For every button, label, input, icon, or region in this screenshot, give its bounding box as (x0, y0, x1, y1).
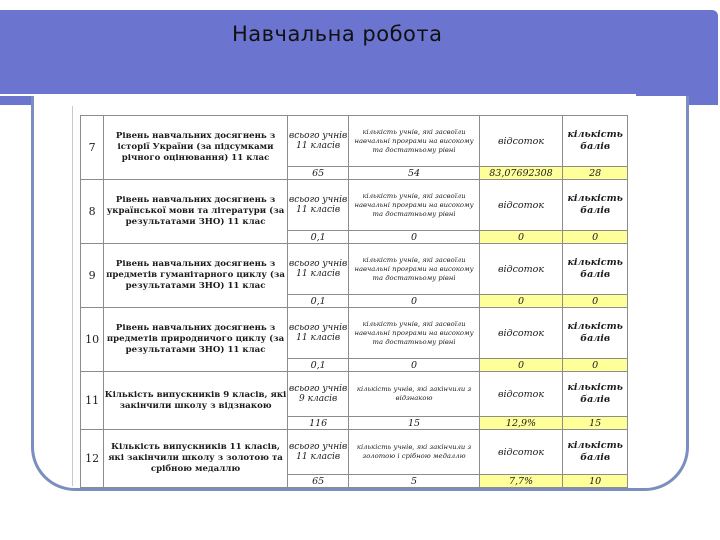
points-label: кількість балів (563, 372, 628, 417)
table-row-header (81, 372, 628, 417)
value-points: 28 (563, 167, 628, 180)
all-students-label: всього учнів 11 класів (287, 308, 349, 359)
results-table (80, 115, 628, 488)
points-label: кількість балів (563, 180, 628, 231)
value-count: 0 (349, 359, 479, 372)
value-count: 15 (349, 417, 479, 430)
value-points: 0 (563, 231, 628, 244)
percent-label: відсоток (479, 372, 563, 417)
row-number: 8 (81, 180, 104, 244)
value-count: 54 (349, 167, 479, 180)
value-count: 0 (349, 295, 479, 308)
indicator-name: Рівень навчальних досягнень з української мови та літератури (за результатами ЗНО) 11 клас (104, 180, 288, 244)
percent-label: відсоток (479, 244, 563, 295)
all-students-label: всього учнів 11 класів (287, 244, 349, 295)
all-students-label: всього учнів 11 класів (287, 430, 349, 475)
points-label: кількість балів (563, 430, 628, 475)
all-students-label: всього учнів 9 класів (287, 372, 349, 417)
points-label: кількість балів (563, 244, 628, 295)
value-all-students: 0,1 (287, 231, 349, 244)
value-count: 5 (349, 475, 479, 488)
value-points: 15 (563, 417, 628, 430)
indicator-name: Рівень навчальних досягнень з предметів гуманітарного циклу (за результатами ЗНО) 11 клас (104, 244, 288, 308)
value-all-students: 0,1 (287, 359, 349, 372)
percent-label: відсоток (479, 116, 563, 167)
row-number: 9 (81, 244, 104, 308)
value-percent: 0 (479, 359, 563, 372)
all-students-label: всього учнів 11 класів (287, 180, 349, 231)
value-all-students: 116 (287, 417, 349, 430)
count-students-label: кількість учнів, які засвоїли навчальні програми на високому та достатньому рівні (349, 116, 479, 167)
row-number: 10 (81, 308, 104, 372)
points-label: кількість балів (563, 308, 628, 359)
value-percent: 0 (479, 295, 563, 308)
indicator-name: Кількість випускників 9 класів, які закінчили школу з відзнакою (104, 372, 288, 430)
table-row-header (81, 116, 628, 167)
value-points: 0 (563, 359, 628, 372)
table-row-header (81, 180, 628, 231)
indicator-name: Рівень навчальних досягнень з предметів природничого циклу (за результатами ЗНО) 11 клас (104, 308, 288, 372)
value-percent: 7,7% (479, 475, 563, 488)
value-all-students: 65 (287, 167, 349, 180)
table-row-header (81, 244, 628, 295)
count-students-label: кількість учнів, які засвоїли навчальні програми на високому та достатньому рівні (349, 180, 479, 231)
value-percent: 83,07692308 (479, 167, 563, 180)
value-points: 0 (563, 295, 628, 308)
count-students-label: кількість учнів, які засвоїли навчальні програми на високому та достатньому рівні (349, 244, 479, 295)
table-row-header (81, 308, 628, 359)
value-all-students: 0,1 (287, 295, 349, 308)
points-label: кількість балів (563, 116, 628, 167)
percent-label: відсоток (479, 180, 563, 231)
value-all-students: 65 (287, 475, 349, 488)
percent-label: відсоток (479, 430, 563, 475)
all-students-label: всього учнів 11 класів (287, 116, 349, 167)
count-students-label: кількість учнів, які закінчили з золотою і срібною медаллю (349, 430, 479, 475)
frame-inner-line (72, 106, 73, 486)
slide-title: Навчальна робота (232, 22, 443, 46)
percent-label: відсоток (479, 308, 563, 359)
row-number: 12 (81, 430, 104, 488)
count-students-label: кількість учнів, які закінчили з відзнакою (349, 372, 479, 417)
indicator-name: Рівень навчальних досягнень з історії України (за підсумками річного оцінювання) 11 клас (104, 116, 288, 180)
table-row-header (81, 430, 628, 475)
value-points: 10 (563, 475, 628, 488)
value-count: 0 (349, 231, 479, 244)
count-students-label: кількість учнів, які засвоїли навчальні програми на високому та достатньому рівні (349, 308, 479, 359)
value-percent: 0 (479, 231, 563, 244)
row-number: 7 (81, 116, 104, 180)
row-number: 11 (81, 372, 104, 430)
indicator-name: Кількість випускників 11 класів, які закінчили школу з золотою та срібною медаллю (104, 430, 288, 488)
value-percent: 12,9% (479, 417, 563, 430)
